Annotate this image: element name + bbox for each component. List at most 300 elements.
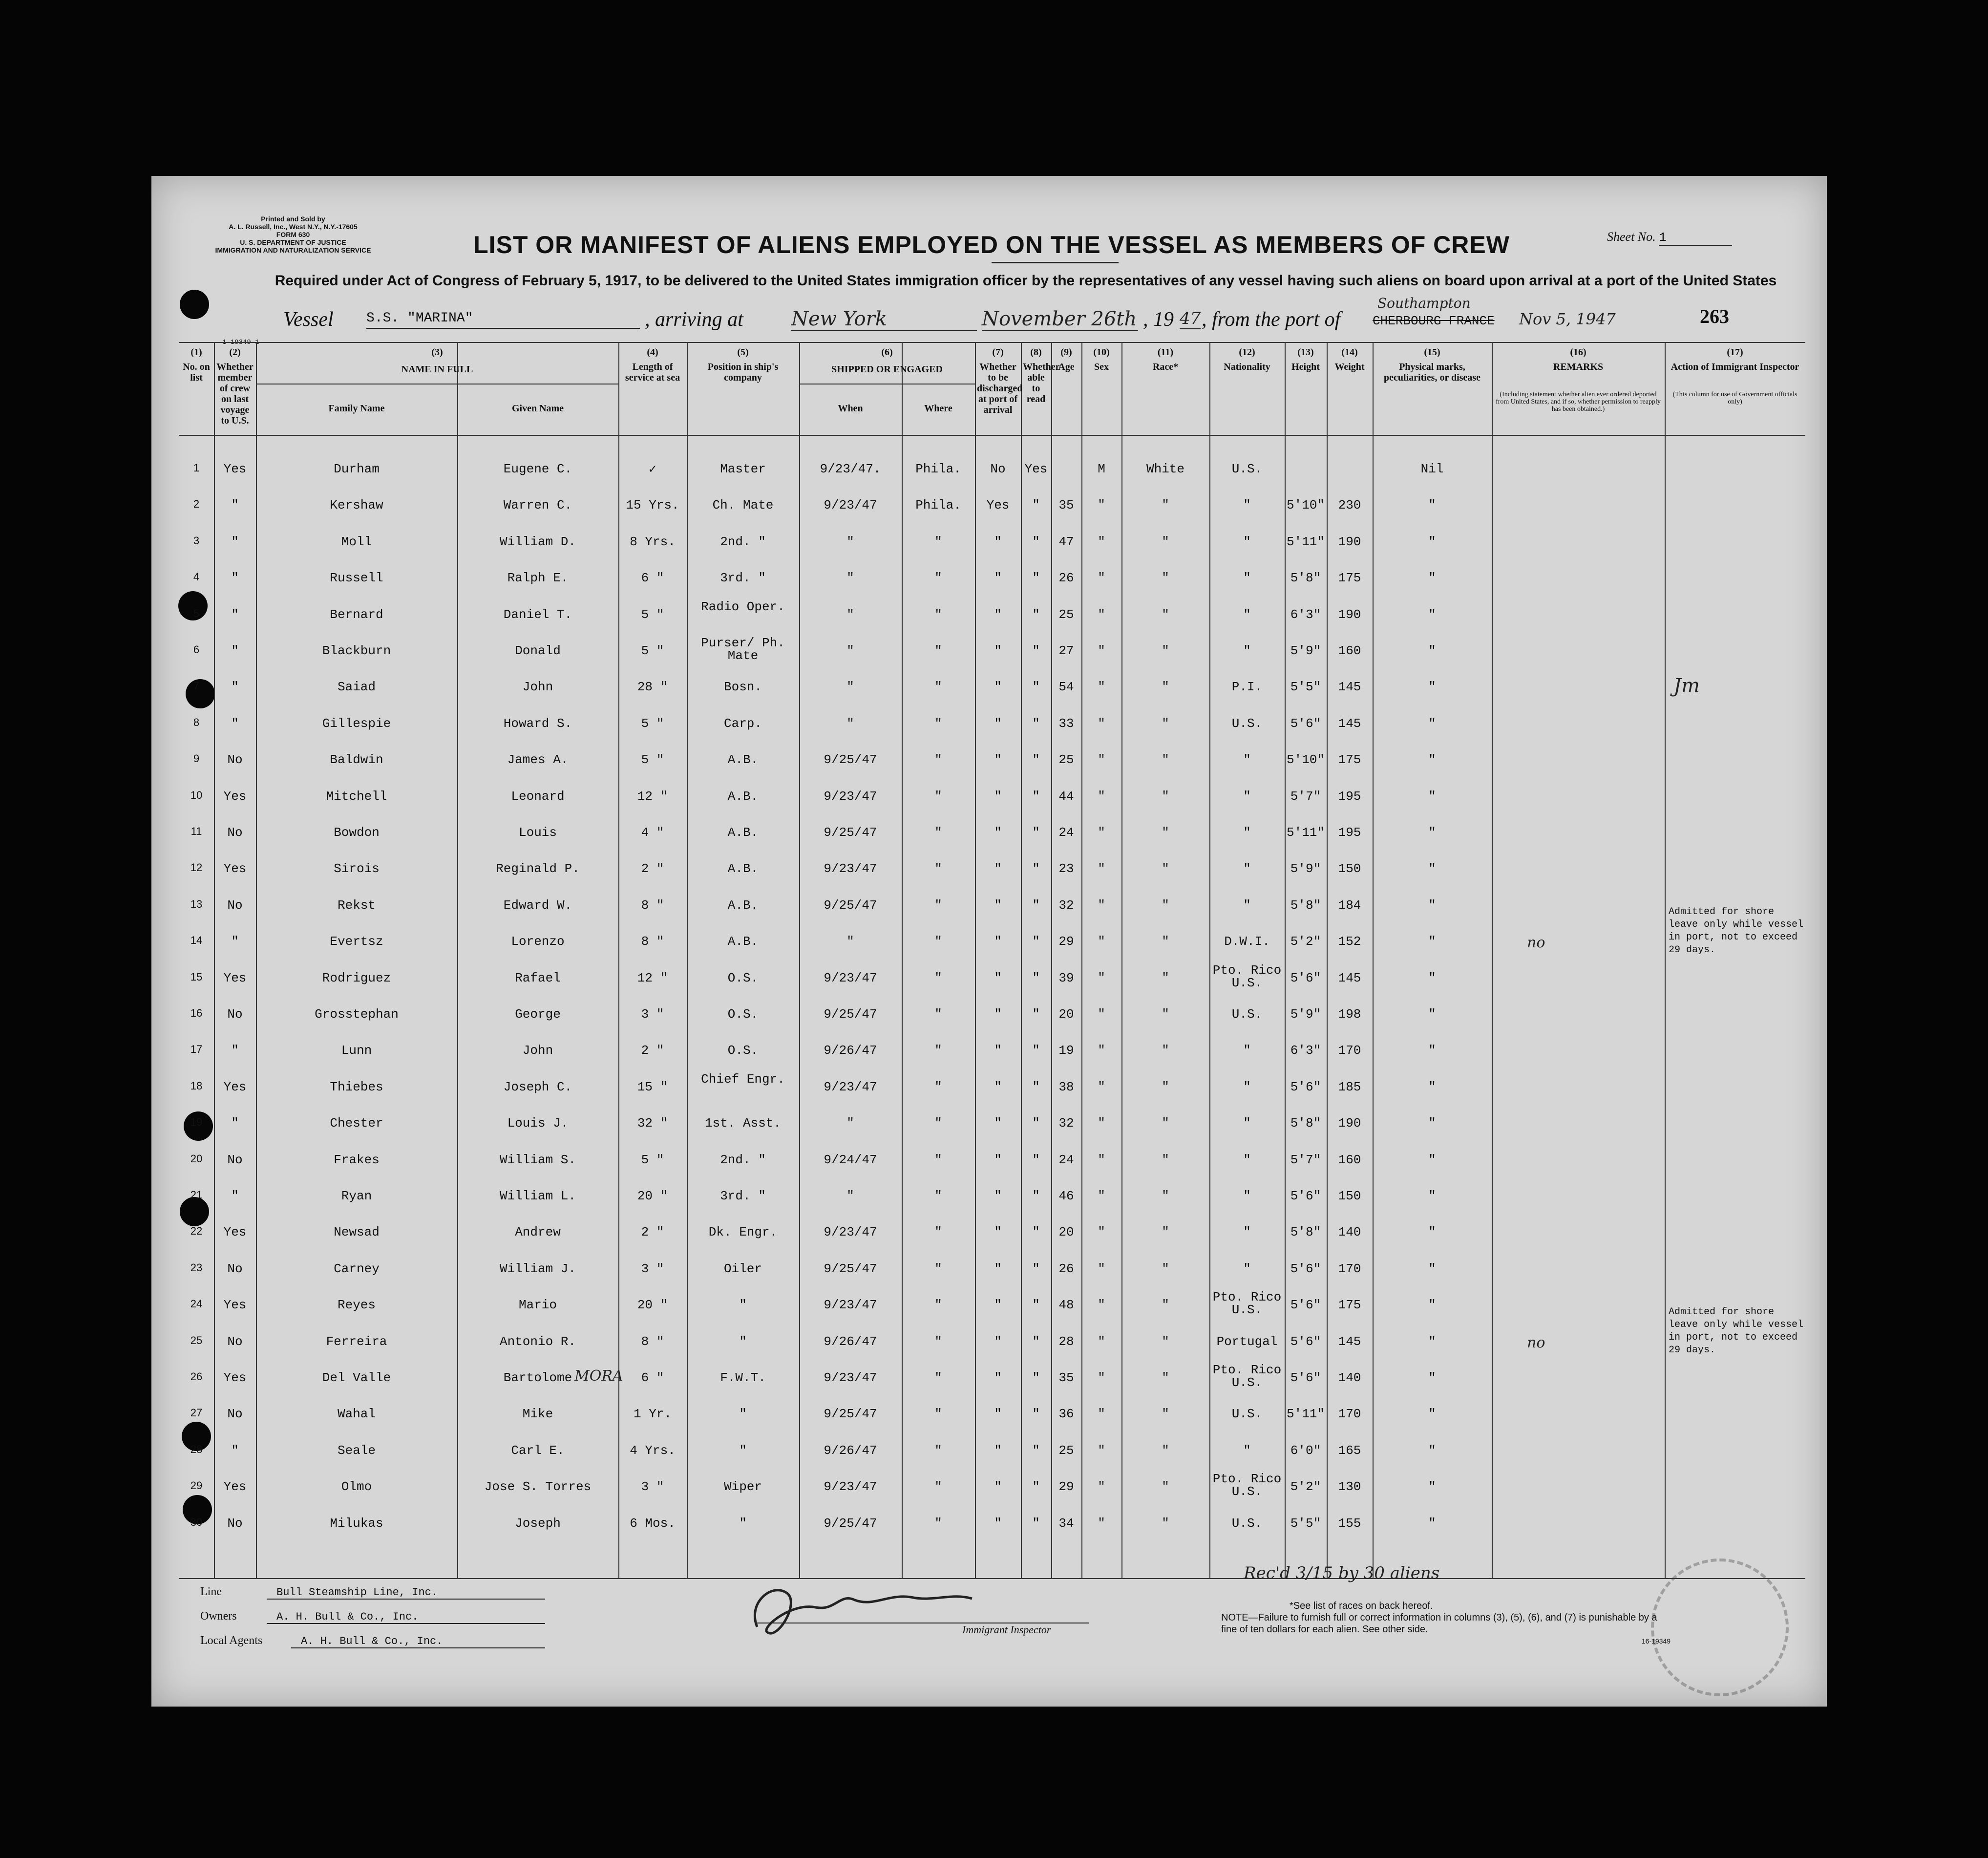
table-cell: Wiper [723,1479,762,1495]
table-cell: 9/25/47 [824,1007,877,1022]
table-cell: 195 [1338,825,1361,840]
table-cell: 5'10" [1286,752,1325,768]
column-number: (5) [737,347,749,358]
column-subnote: (Including statement whether alien ever ordered deported from United States, and if so, whether permission to reapply has been obtained.) [1496,391,1661,413]
table-cell: 8 " [641,934,664,949]
table-cell: Carney [334,1261,380,1276]
table-cell: No [227,1407,243,1422]
table-cell: Yes [986,498,1010,513]
row-number: 4 [193,571,200,583]
table-cell: " [934,1043,942,1058]
column-number: (8) [1030,347,1042,358]
table-cell: " [1032,680,1040,695]
table-cell: Pto. Rico U.S. [1212,1472,1282,1499]
footer-note [1221,1600,1671,1647]
table-cell: William J. [499,1261,576,1276]
table-cell: 145 [1338,680,1361,695]
table-cell: George [515,1007,561,1022]
arrival-year: 47 [1180,309,1201,328]
table-cell: " [1428,1152,1436,1167]
column-header: Nationality [1224,362,1270,372]
table-cell: 5'6" [1290,1370,1321,1385]
table-cell: 5'6" [1290,1298,1321,1313]
table-cell: Portugal [1216,1334,1278,1349]
table-cell: U.S. [1231,462,1263,476]
table-cell: Phila. [915,498,961,513]
table-cell: 6'3" [1290,607,1321,622]
column-number: (4) [647,347,658,358]
table-cell: 4 Yrs. [630,1443,676,1458]
table-cell: " [934,607,942,622]
table-cell: Yes [223,789,247,804]
table-cell: 5'8" [1290,1116,1321,1131]
table-cell: Howard S. [503,716,572,731]
table-cell: Andrew [515,1225,561,1240]
table-cell: 3 " [641,1479,664,1495]
table-cell: " [934,970,942,985]
table-cell: 190 [1338,607,1361,622]
table-cell: " [1428,970,1436,985]
table-cell: 25 [1058,1443,1074,1458]
table-cell: " [1162,607,1169,622]
table-cell: " [934,716,942,731]
table-cell: 184 [1338,897,1361,913]
form-code: 1-19349-1 [222,339,259,346]
sheet-label: Sheet No. [1607,230,1656,244]
table-cell: " [846,934,854,949]
table-cell: " [1162,1007,1169,1022]
table-cell: " [1098,1079,1105,1094]
table-cell: " [1032,897,1040,913]
table-cell: " [994,1479,1002,1495]
table-cell: " [1032,498,1040,513]
table-cell: " [1032,607,1040,622]
column-number: (15) [1424,347,1440,358]
table-cell: 19 [1058,1043,1074,1058]
table-cell: " [934,1116,942,1131]
line-value: Bull Steamship Line, Inc. [267,1586,545,1600]
table-cell: Reyes [337,1298,376,1313]
table-cell: " [994,1116,1002,1131]
manifest-sheet [151,176,1827,1707]
table-cell: 5'5" [1290,1516,1321,1531]
table-cell: " [1162,1370,1169,1385]
table-cell: 198 [1338,1007,1361,1022]
table-cell: " [1428,1007,1436,1022]
table-cell: 190 [1338,534,1361,549]
table-cell: 5'10" [1286,498,1325,513]
table-cell: " [1243,825,1251,840]
table-cell: Yes [223,1479,247,1495]
row-number: 5 [193,607,200,619]
table-cell: 165 [1338,1443,1361,1458]
table-cell: 25 [1058,607,1074,622]
table-cell: " [1162,1152,1169,1167]
table-cell: Yes [223,970,247,985]
table-cell: Master [720,462,766,476]
table-cell: " [1098,1407,1105,1422]
table-cell: " [1032,1407,1040,1422]
table-cell: Saiad [337,680,376,695]
table-cell: " [739,1443,747,1458]
table-cell: " [934,1298,942,1313]
column-number: (11) [1157,347,1174,358]
table-cell: 5'8" [1290,571,1321,586]
table-cell: " [934,1189,942,1203]
table-cell: Yes [223,462,247,476]
table-cell: 54 [1058,680,1074,695]
column-rule [214,342,215,1578]
column-rule [618,342,619,1578]
inspector-initials: Jm [1673,675,1700,698]
table-cell: 3 " [641,1261,664,1276]
table-cell: Carp. [723,716,762,731]
table-cell: 2nd. " [720,1152,766,1167]
table-cell: 9/23/47 [824,1370,877,1385]
table-cell: " [1032,789,1040,804]
table-cell: " [1032,1261,1040,1276]
table-cell: " [1428,1225,1436,1240]
table-cell: William S. [499,1152,576,1167]
table-cell: 9/25/47 [824,752,877,768]
row-number: 12 [190,861,203,874]
table-cell: 230 [1338,498,1361,513]
table-cell: " [994,752,1002,768]
table-cell: Milukas [330,1516,383,1531]
arrival-date: November 26th [982,308,1138,331]
table-cell: 9/23/47 [824,861,877,876]
table-cell: O.S. [727,1043,759,1058]
printer-line: FORM 630 [276,231,310,238]
table-cell: 27 [1058,643,1074,658]
table-cell: 9/23/47 [824,1298,877,1313]
table-cell: " [1098,1443,1105,1458]
table-cell: 155 [1338,1516,1361,1531]
table-cell: " [1162,1479,1169,1495]
table-cell: " [1243,1152,1251,1167]
table-cell: U.S. [1231,1007,1263,1022]
table-cell: Lorenzo [511,934,565,949]
table-cell: " [1162,1225,1169,1240]
row-number: 19 [190,1116,203,1129]
table-cell: " [1032,861,1040,876]
owners-value: A. H. Bull & Co., Inc. [267,1611,545,1624]
table-cell: Del Valle [322,1370,391,1385]
column-number: (2) [229,347,241,358]
table-cell: A.B. [727,825,759,840]
table-cell: " [994,1407,1002,1422]
table-cell: " [994,1225,1002,1240]
races-note: *See list of races on back hereof. [1290,1601,1433,1611]
table-cell: 9/23/47 [824,498,877,513]
vessel-line [283,295,1798,337]
table-cell: " [1428,1479,1436,1495]
table-cell: " [994,680,1002,695]
table-cell: " [1032,752,1040,768]
table-cell: Ch. Mate [712,498,774,513]
table-cell: Seale [337,1443,376,1458]
table-cell: " [231,934,239,949]
table-cell: " [846,1116,854,1131]
table-cell: 25 [1058,752,1074,768]
table-cell: 1st. Asst. [704,1116,782,1131]
table-cell: " [934,1261,942,1276]
table-cell: " [1098,680,1105,695]
table-cell: 29 [1058,1479,1074,1495]
vessel-label: Vessel [283,308,334,331]
column-header: Whether member of crew on last voyage to U.S. [216,362,254,426]
table-cell: 12 " [637,789,668,804]
table-cell: Bowdon [334,825,380,840]
table-cell: Daniel T. [503,607,572,622]
table-cell: 35 [1058,498,1074,513]
column-rule [1051,342,1052,1578]
table-cell: Blackburn [322,643,391,658]
table-cell: Bartolome [503,1370,572,1385]
table-cell: " [231,1116,239,1131]
table-cell: " [739,1407,747,1422]
table-cell: 32 " [637,1116,668,1131]
table-cell: " [1098,1370,1105,1385]
table-cell: 2 " [641,1043,664,1058]
table-cell: " [1098,1516,1105,1531]
table-cell: Russell [330,571,383,586]
table-cell: 26 [1058,571,1074,586]
table-cell: Yes [223,1370,247,1385]
table-cell: Phila. [915,462,961,476]
column-header: Race* [1152,362,1179,372]
table-cell: A.B. [727,789,759,804]
row-number: 11 [190,825,202,837]
footer-line [200,1585,545,1600]
table-cell: Wahal [337,1407,376,1422]
table-cell: 160 [1338,643,1361,658]
table-cell: Grosstephan [315,1007,399,1022]
column-header: Whether able to read [1023,362,1060,405]
table-cell: 175 [1338,752,1361,768]
agents-label: Local Agents [200,1634,263,1647]
table-cell: " [934,1334,942,1349]
subcolumn-header: Where [924,403,952,414]
bottom-handwritten-note: Rec'd 3/15 by 30 aliens [1244,1563,1440,1583]
table-cell: A.B. [727,934,759,949]
table-cell: Rafael [515,970,561,985]
table-cell: No [227,752,243,768]
table-cell: " [934,934,942,949]
table-cell: Carl E. [511,1443,565,1458]
table-cell: 150 [1338,1189,1361,1203]
subtitle: Required under Act of Congress of February 5, 1917, to be delivered to the United States immigration officer by the representatives of any vessel having such aliens on board upon arrival at a port of the United States [275,273,1777,289]
table-cell: 5'7" [1290,789,1321,804]
table-cell: " [994,1370,1002,1385]
table-cell: " [846,680,854,695]
column-number: (7) [992,347,1004,358]
table-cell: A.B. [727,897,759,913]
column-rule [1081,342,1082,1578]
table-cell: Donald [515,643,561,658]
column-number: (17) [1727,347,1743,358]
row-number: 26 [190,1370,203,1383]
table-cell: U.S. [1231,716,1263,731]
table-cell: " [1428,1189,1436,1203]
table-cell: " [1032,970,1040,985]
row-number: 2 [193,498,200,511]
table-cell: 6 Mos. [630,1516,676,1531]
table-cell: 145 [1338,1334,1361,1349]
table-cell: " [1428,534,1436,549]
table-cell: " [934,1079,942,1094]
table-cell: Pto. Rico U.S. [1212,962,1282,990]
table-cell: " [1162,534,1169,549]
column-number: (9) [1060,347,1072,358]
table-cell: 9/23/47 [824,1079,877,1094]
table-cell: " [934,1407,942,1422]
table-cell: " [1162,934,1169,949]
row-number: 24 [190,1298,203,1310]
table-cell: " [1162,680,1169,695]
table-cell: William D. [499,534,576,549]
table-cell: Dk. Engr. [708,1225,778,1240]
table-cell: 5'9" [1290,1007,1321,1022]
table-cell: " [994,1261,1002,1276]
table-cell: " [994,970,1002,985]
table-cell: " [846,716,854,731]
table-cell: " [231,680,239,695]
table-cell: " [1162,861,1169,876]
table-cell: 36 [1058,1407,1074,1422]
page-number: 263 [1700,305,1729,327]
table-cell: Ralph E. [507,571,569,586]
table-cell: Thiebes [330,1079,383,1094]
table-cell: 15 Yrs. [626,498,679,513]
table-cell: " [1162,825,1169,840]
row-number: 9 [193,752,200,765]
table-cell: " [1428,752,1436,768]
row-number: 3 [193,534,200,547]
column-number: (14) [1341,347,1358,358]
table-cell: " [846,607,854,622]
table-cell: Oiler [723,1261,762,1276]
table-cell: 175 [1338,571,1361,586]
table-cell: Sirois [334,861,380,876]
table-cell: " [1162,716,1169,731]
row-number: 17 [190,1043,203,1056]
table-cell: 35 [1058,1370,1074,1385]
column-number: (1) [190,347,202,358]
table-cell: " [994,643,1002,658]
form-number: 16-19349 [1641,1637,1671,1645]
table-cell: " [934,1007,942,1022]
subcolumn-header: Given Name [511,403,564,414]
table-cell: Bosn. [723,680,762,695]
column-rule [1373,342,1374,1578]
table-cell: " [994,534,1002,549]
table-cell: " [1098,1116,1105,1131]
table-cell: 24 [1058,825,1074,840]
table-cell: " [994,1298,1002,1313]
table-cell: " [1032,716,1040,731]
table-cell: 2 " [641,861,664,876]
row-number: 22 [190,1225,203,1238]
table-cell: Chester [330,1116,383,1131]
year-prefix: , 19 [1143,308,1174,331]
table-cell: " [1162,789,1169,804]
table-cell: 130 [1338,1479,1361,1495]
table-cell: " [1162,752,1169,768]
table-cell: " [1098,1298,1105,1313]
table-cell: " [1243,1443,1251,1458]
table-cell: " [934,1370,942,1385]
table-cell: Leonard [511,789,565,804]
table-cell: No [227,825,243,840]
table-cell: " [1428,934,1436,949]
table-cell: " [1098,861,1105,876]
table-cell: " [231,1043,239,1058]
table-cell: 170 [1338,1407,1361,1422]
table-cell: 5'2" [1290,934,1321,949]
printer-line: Printed and Sold by [261,215,325,223]
official-stamp [1651,1559,1789,1696]
column-header: REMARKS [1553,362,1604,372]
row-number: 18 [190,1079,203,1092]
table-cell: John [522,1043,553,1058]
table-cell: " [1162,1261,1169,1276]
table-cell: " [1098,1152,1105,1167]
table-cell: 175 [1338,1298,1361,1313]
column-number: (3) [431,347,443,358]
table-cell: " [231,1443,239,1458]
table-cell: " [994,571,1002,586]
table-cell: Olmo [341,1479,372,1495]
table-cell: " [1243,1116,1251,1131]
row-number: 27 [190,1407,203,1419]
table-cell: 6 " [641,571,664,586]
table-cell: 9/23/47 [824,1479,877,1495]
table-cell: 5'6" [1290,1334,1321,1349]
table-cell: " [1098,643,1105,658]
table-cell: 145 [1338,716,1361,731]
port-date: Nov 5, 1947 [1519,310,1616,328]
table-cell: Louis [518,825,557,840]
table-cell: " [934,534,942,549]
table-cell: 5 " [641,752,664,768]
table-cell: " [934,1152,942,1167]
table-cell: " [739,1334,747,1349]
column-header: Whether to be discharged at port of arrival [977,362,1023,415]
column-rule [1285,342,1286,1578]
table-cell: Warren C. [503,498,572,513]
table-cell: " [1032,571,1040,586]
table-cell: " [1032,1189,1040,1203]
page-title: LIST OR MANIFEST OF ALIENS EMPLOYED ON THE VESSEL AS MEMBERS OF CREW [473,231,1510,258]
table-cell: " [1032,1479,1040,1495]
table-cell: Yes [223,1079,247,1094]
table-cell: " [1098,789,1105,804]
table-cell: Purser/ Ph. Mate [701,636,785,663]
table-cell: 5'8" [1290,1225,1321,1240]
table-cell: " [994,825,1002,840]
table-cell: Pto. Rico U.S. [1212,1290,1282,1318]
table-cell: " [231,607,239,622]
table-cell: Newsad [334,1225,380,1240]
table-cell: 9/24/47 [824,1152,877,1167]
table-cell: No [227,1261,243,1276]
table-cell: Gillespie [322,716,391,731]
table-cell: Kershaw [330,498,383,513]
table-cell: " [1243,752,1251,768]
table-cell: F.W.T. [720,1370,766,1385]
table-cell: William L. [499,1189,576,1203]
